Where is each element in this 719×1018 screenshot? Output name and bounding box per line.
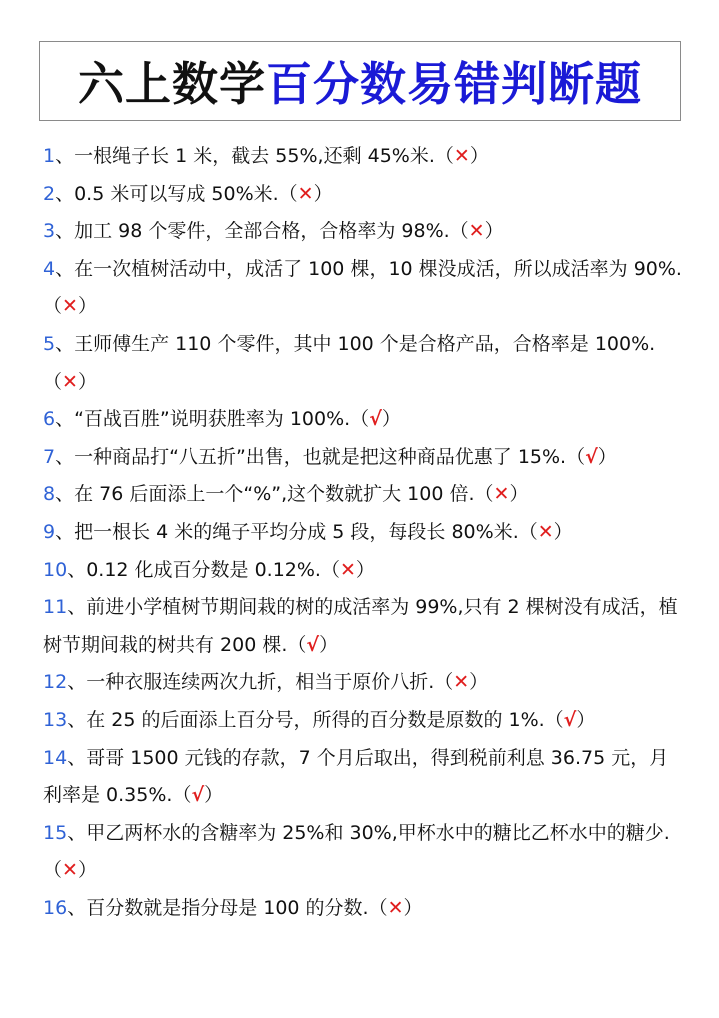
question-item bbox=[43, 890, 683, 928]
question-number: 2 bbox=[43, 182, 56, 205]
close-paren: ） bbox=[204, 784, 224, 807]
question-number: 13 bbox=[43, 708, 68, 731]
question-text: 、在 25 的后面添上百分号，所得的百分数是原数的 1%.（ bbox=[67, 708, 564, 731]
close-paren: ） bbox=[484, 220, 504, 243]
close-paren: ） bbox=[77, 859, 97, 882]
answer-mark: √ bbox=[369, 408, 382, 431]
question-item bbox=[43, 326, 683, 401]
question-text: 、0.12 化成百分数是 0.12%.（ bbox=[67, 558, 340, 581]
close-paren: ） bbox=[77, 295, 97, 318]
question-item bbox=[43, 552, 683, 590]
question-number: 1 bbox=[43, 145, 56, 167]
question-number: 10 bbox=[43, 558, 68, 581]
question-number: 6 bbox=[43, 408, 56, 431]
close-paren: ） bbox=[355, 558, 375, 581]
close-paren: ） bbox=[597, 445, 617, 468]
question-number: 16 bbox=[43, 896, 68, 919]
question-text: 、王师傅生产 110 个零件，其中 100 个是合格产品，合格率是 100%.（ bbox=[43, 332, 656, 393]
question-number: 15 bbox=[43, 821, 68, 844]
question-text: 、哥哥 1500 元钱的存款，7 个月后取出，得到税前利息 36.75 元，月利率是 0.35%.（ bbox=[43, 746, 669, 807]
answer-mark: ✕ bbox=[339, 558, 356, 581]
question-item bbox=[43, 514, 683, 552]
close-paren: ） bbox=[469, 671, 489, 694]
close-paren: ） bbox=[77, 370, 97, 393]
answer-mark: ✕ bbox=[62, 859, 78, 882]
question-text: 、0.5 米可以写成 50%米.（ bbox=[55, 182, 298, 205]
question-text: 、前进小学植树节期间栽的树的成活率为 99%,只有 2 棵树没有成活，植树节期间栽的树共有 200 棵.（ bbox=[43, 596, 678, 656]
answer-mark: √ bbox=[191, 784, 205, 807]
question-item bbox=[43, 702, 683, 740]
question-item bbox=[43, 740, 683, 815]
page-title bbox=[39, 41, 681, 121]
question-text: 、甲乙两杯水的含糖率为 25%和 30%,甲杯水中的糖比乙杯水中的糖少.（ bbox=[43, 821, 670, 882]
question-item bbox=[43, 664, 683, 702]
question-number: 3 bbox=[43, 220, 56, 243]
close-paren: ） bbox=[403, 896, 423, 919]
question-item bbox=[43, 401, 683, 439]
answer-mark: √ bbox=[585, 445, 598, 468]
answer-mark: ✕ bbox=[468, 220, 485, 243]
question-text: 、一种商品打“八五折”出售，也就是把这种商品优惠了 15%.（ bbox=[55, 445, 586, 468]
answer-mark: ✕ bbox=[62, 370, 78, 393]
question-item bbox=[43, 589, 683, 664]
question-text: 、百分数就是指分母是 100 的分数.（ bbox=[67, 896, 388, 919]
question-list bbox=[43, 138, 683, 927]
close-paren: ） bbox=[319, 633, 339, 656]
close-paren: ） bbox=[509, 483, 529, 506]
question-text: 、“百战百胜”说明获胜率为 100%.（ bbox=[55, 408, 370, 431]
close-paren: ） bbox=[469, 145, 489, 167]
question-item bbox=[43, 815, 683, 890]
question-number: 11 bbox=[43, 596, 68, 619]
question-text: 、把一根长 4 米的绳子平均分成 5 段，每段长 80%米.（ bbox=[55, 520, 538, 543]
question-number: 9 bbox=[43, 520, 56, 543]
title-part-subject: 六上数学 bbox=[78, 57, 266, 111]
question-text: 、在一次植树活动中，成活了 100 棵，10 棵没成活，所以成活率为 90%.（ bbox=[43, 257, 682, 318]
answer-mark: ✕ bbox=[297, 182, 314, 205]
question-item bbox=[43, 176, 683, 214]
close-paren: ） bbox=[576, 708, 596, 731]
question-number: 7 bbox=[43, 445, 56, 468]
question-item bbox=[43, 476, 683, 514]
title-part-topic: 百分数易错判断题 bbox=[266, 57, 642, 111]
question-item bbox=[43, 213, 683, 251]
close-paren: ） bbox=[553, 520, 573, 543]
question-text: 、在 76 后面添上一个“%”,这个数就扩大 100 倍.（ bbox=[55, 483, 494, 506]
question-number: 14 bbox=[43, 746, 68, 769]
question-text: 、加工 98 个零件，全部合格，合格率为 98%.（ bbox=[55, 220, 469, 243]
answer-mark: ✕ bbox=[493, 483, 510, 506]
question-text: 、一根绳子长 1 米，截去 55%,还剩 45%米.（ bbox=[55, 145, 454, 167]
question-number: 12 bbox=[43, 671, 68, 694]
answer-mark: ✕ bbox=[537, 520, 554, 543]
answer-mark: ✕ bbox=[387, 896, 404, 919]
question-item bbox=[43, 138, 683, 176]
question-item bbox=[43, 439, 683, 477]
question-text: 、一种衣服连续两次九折，相当于原价八折.（ bbox=[67, 671, 454, 694]
answer-mark: √ bbox=[306, 633, 320, 656]
close-paren: ） bbox=[381, 408, 401, 431]
answer-mark: √ bbox=[563, 708, 577, 731]
answer-mark: ✕ bbox=[453, 145, 470, 167]
question-number: 4 bbox=[43, 257, 56, 280]
answer-mark: ✕ bbox=[62, 295, 78, 318]
close-paren: ） bbox=[313, 182, 333, 205]
question-item bbox=[43, 251, 683, 326]
question-number: 8 bbox=[43, 483, 56, 506]
question-number: 5 bbox=[43, 332, 56, 355]
answer-mark: ✕ bbox=[453, 671, 470, 694]
